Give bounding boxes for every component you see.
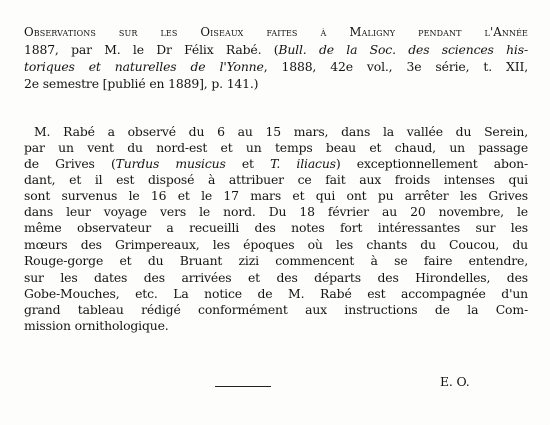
body-line-4-start: dant,: [24, 172, 56, 187]
body-line-10: sur les dates des arrivées et des départs des Hirondelles, des: [24, 270, 528, 285]
citation-line-2: [24, 42, 528, 57]
body-line-4-rest: et il est disposé à attribuer ce fait aux froids intenses qui: [69, 172, 528, 187]
citation-journal-part-1: Bull. de la Soc. des sciences his-: [278, 42, 528, 57]
citation-volume: , 1888, 42e vol., 3e série, t. XII,: [263, 59, 528, 74]
species-t-iliacus: T. iliacus: [270, 156, 336, 171]
citation-line-3: [24, 59, 528, 74]
signature: E. O.: [440, 374, 470, 389]
body-line-3-b: et: [225, 156, 271, 171]
body-line-2: par un vent du nord-est et un temps beau et chaud, un passage: [24, 140, 528, 155]
citation-line-4: 2e semestre [publié en 1889], p. 141.): [24, 76, 259, 91]
body-line-3: [24, 156, 528, 171]
citation-journal-part-2: toriques et naturelles de l'Yonne: [24, 59, 264, 74]
body-line-3-c: ) exceptionnellement abon-: [335, 156, 528, 171]
body-line-5: sont survenus le 16 et le 17 mars et qui ont pu arrêter les Grives: [24, 188, 528, 203]
body-line-13: mission ornithologique.: [24, 318, 169, 333]
body-line-1: M. Rabé a observé du 6 au 15 mars, dans la vallée du Serein,: [34, 124, 528, 139]
citation-title-line-1: Observations sur les Oiseaux faites à Maligny pendant l'Année: [24, 25, 528, 39]
body-line-8: mœurs des Grimpereaux, les époques où les chants du Coucou, du: [24, 237, 528, 252]
body-line-12: grand tableau rédigé conformément aux instructions de la Com-: [24, 302, 528, 317]
citation-author: 1887, par M. le Dr Félix Rabé. (: [24, 42, 279, 57]
species-turdus-musicus: Turdus musicus: [115, 156, 226, 171]
separator-rule: [215, 386, 271, 387]
body-line-6: dans leur voyage vers le nord. Du 18 février au 20 novembre, le: [24, 204, 528, 219]
body-line-11: Gobe-Mouches, etc. La notice de M. Rabé est accompagnée d'un: [24, 286, 528, 301]
body-line-9: Rouge-gorge et du Bruant zizi commencent à se faire entendre,: [24, 253, 528, 268]
body-line-3-a: de Grives (: [24, 156, 116, 171]
body-line-4: [24, 172, 528, 187]
body-line-7: même observateur a recueilli des notes fort intéressantes sur les: [24, 220, 528, 235]
